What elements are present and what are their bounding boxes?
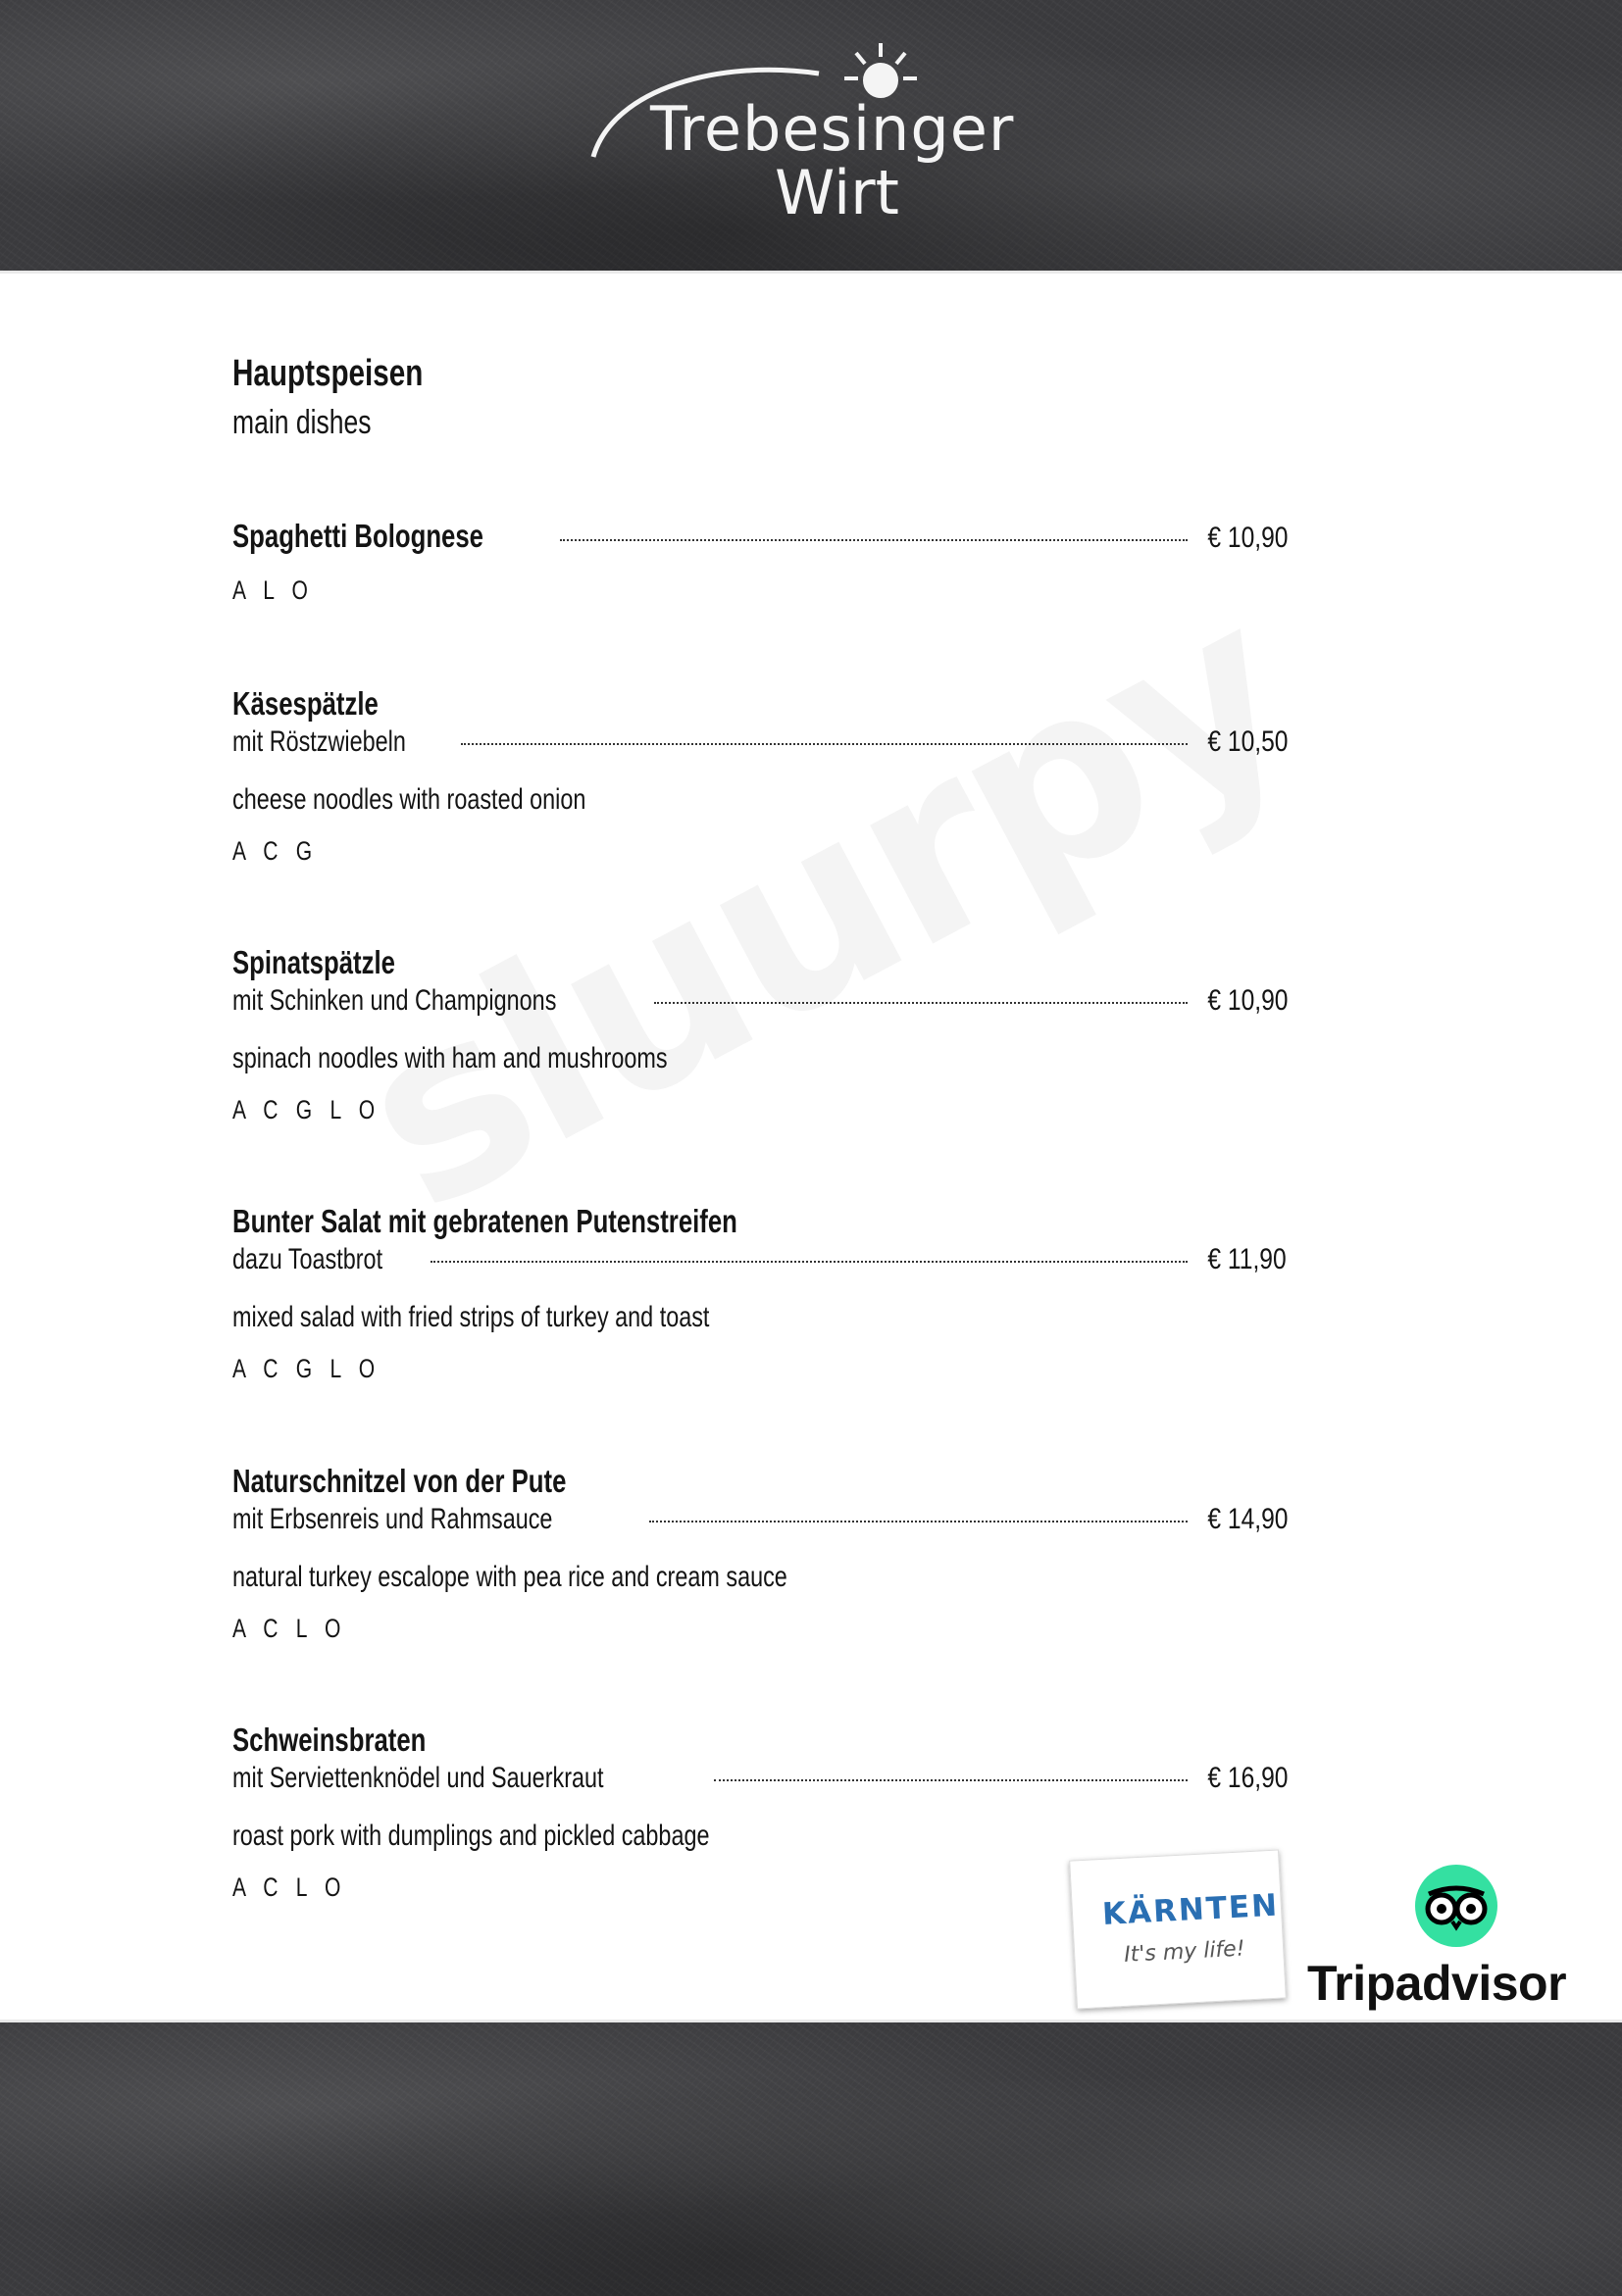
- kaernten-slogan: It's my life!: [1123, 1936, 1246, 1968]
- menu-item: [232, 1200, 1287, 1388]
- menu-item-name: Käsespätzle: [232, 685, 379, 722]
- menu-item-english: natural turkey escalope with pea rice and cream sauce: [232, 1561, 787, 1593]
- menu-item-description: mit Schinken und Champignons: [232, 984, 557, 1017]
- menu-item-allergens: A C G: [232, 836, 319, 866]
- section-title: Hauptspeisen: [232, 353, 424, 394]
- menu-item-english: roast pork with dumplings and pickled cabbage: [232, 1820, 710, 1852]
- menu-item-line: [232, 1243, 1287, 1286]
- menu-item-english: mixed salad with fried strips of turkey and toast: [232, 1301, 710, 1333]
- menu-item: [232, 941, 1289, 1129]
- kaernten-title: KÄRNTEN: [1101, 1887, 1280, 1932]
- logo-text-wirt: Wirt: [775, 157, 899, 228]
- menu-item-line: [232, 1762, 1289, 1805]
- menu-item-price: € 11,90: [1207, 1243, 1287, 1275]
- menu-item-name: Bunter Salat mit gebratenen Putenstreifen: [232, 1203, 737, 1239]
- section-subtitle: main dishes: [232, 404, 372, 441]
- menu-item-allergens: A C L O: [232, 1614, 347, 1643]
- menu-item-description: mit Serviettenknödel und Sauerkraut: [232, 1762, 604, 1794]
- menu-item-price: € 10,90: [1207, 522, 1289, 554]
- menu-item-allergens: A C L O: [232, 1872, 347, 1902]
- dot-leader: [560, 539, 1188, 541]
- header-banner: [0, 0, 1622, 274]
- menu-item: [232, 1460, 1289, 1648]
- menu-item-line: [232, 984, 1289, 1027]
- dot-leader: [649, 1521, 1188, 1522]
- menu-item-name: Schweinsbraten: [232, 1722, 427, 1758]
- restaurant-logo: [574, 39, 1054, 235]
- menu-item-name: Spinatspätzle: [232, 944, 395, 980]
- menu-item-price: € 10,50: [1207, 725, 1289, 758]
- menu-item-line: [232, 518, 1289, 561]
- kaernten-badge: [1069, 1850, 1287, 2010]
- dot-leader: [714, 1779, 1188, 1781]
- menu-item-description: mit Erbsenreis und Rahmsauce: [232, 1503, 553, 1535]
- menu-item-allergens: A C G L O: [232, 1095, 381, 1124]
- tripadvisor-wordmark: Tripadvisor: [1307, 1956, 1567, 2011]
- tripadvisor-logo: [1302, 1865, 1616, 2012]
- menu-item-price: € 10,90: [1207, 984, 1289, 1017]
- menu-item-price: € 14,90: [1207, 1503, 1289, 1535]
- footer-banner: [0, 2020, 1622, 2296]
- menu-item-line: [232, 1503, 1289, 1546]
- menu-item: [232, 682, 1289, 871]
- menu-item-allergens: A L O: [232, 575, 315, 605]
- menu-item-line: [232, 725, 1289, 769]
- menu-item-allergens: A C G L O: [232, 1354, 381, 1383]
- menu-item-price: € 16,90: [1207, 1762, 1289, 1794]
- menu-item-name: Naturschnitzel von der Pute: [232, 1463, 567, 1499]
- dot-leader: [461, 743, 1188, 745]
- owl-icon: [1415, 1865, 1497, 1947]
- dot-leader: [654, 1002, 1188, 1004]
- logo-text-trebesinger: Trebesinger: [650, 93, 1015, 165]
- menu-item-description: mit Röstzwiebeln: [232, 725, 406, 758]
- menu-item-english: cheese noodles with roasted onion: [232, 783, 586, 816]
- menu-item: [232, 518, 1289, 610]
- menu-item-name: Spaghetti Bolognese: [232, 518, 483, 554]
- menu-item-description: dazu Toastbrot: [232, 1243, 383, 1275]
- menu-item-english: spinach noodles with ham and mushrooms: [232, 1042, 668, 1074]
- dot-leader: [431, 1261, 1188, 1263]
